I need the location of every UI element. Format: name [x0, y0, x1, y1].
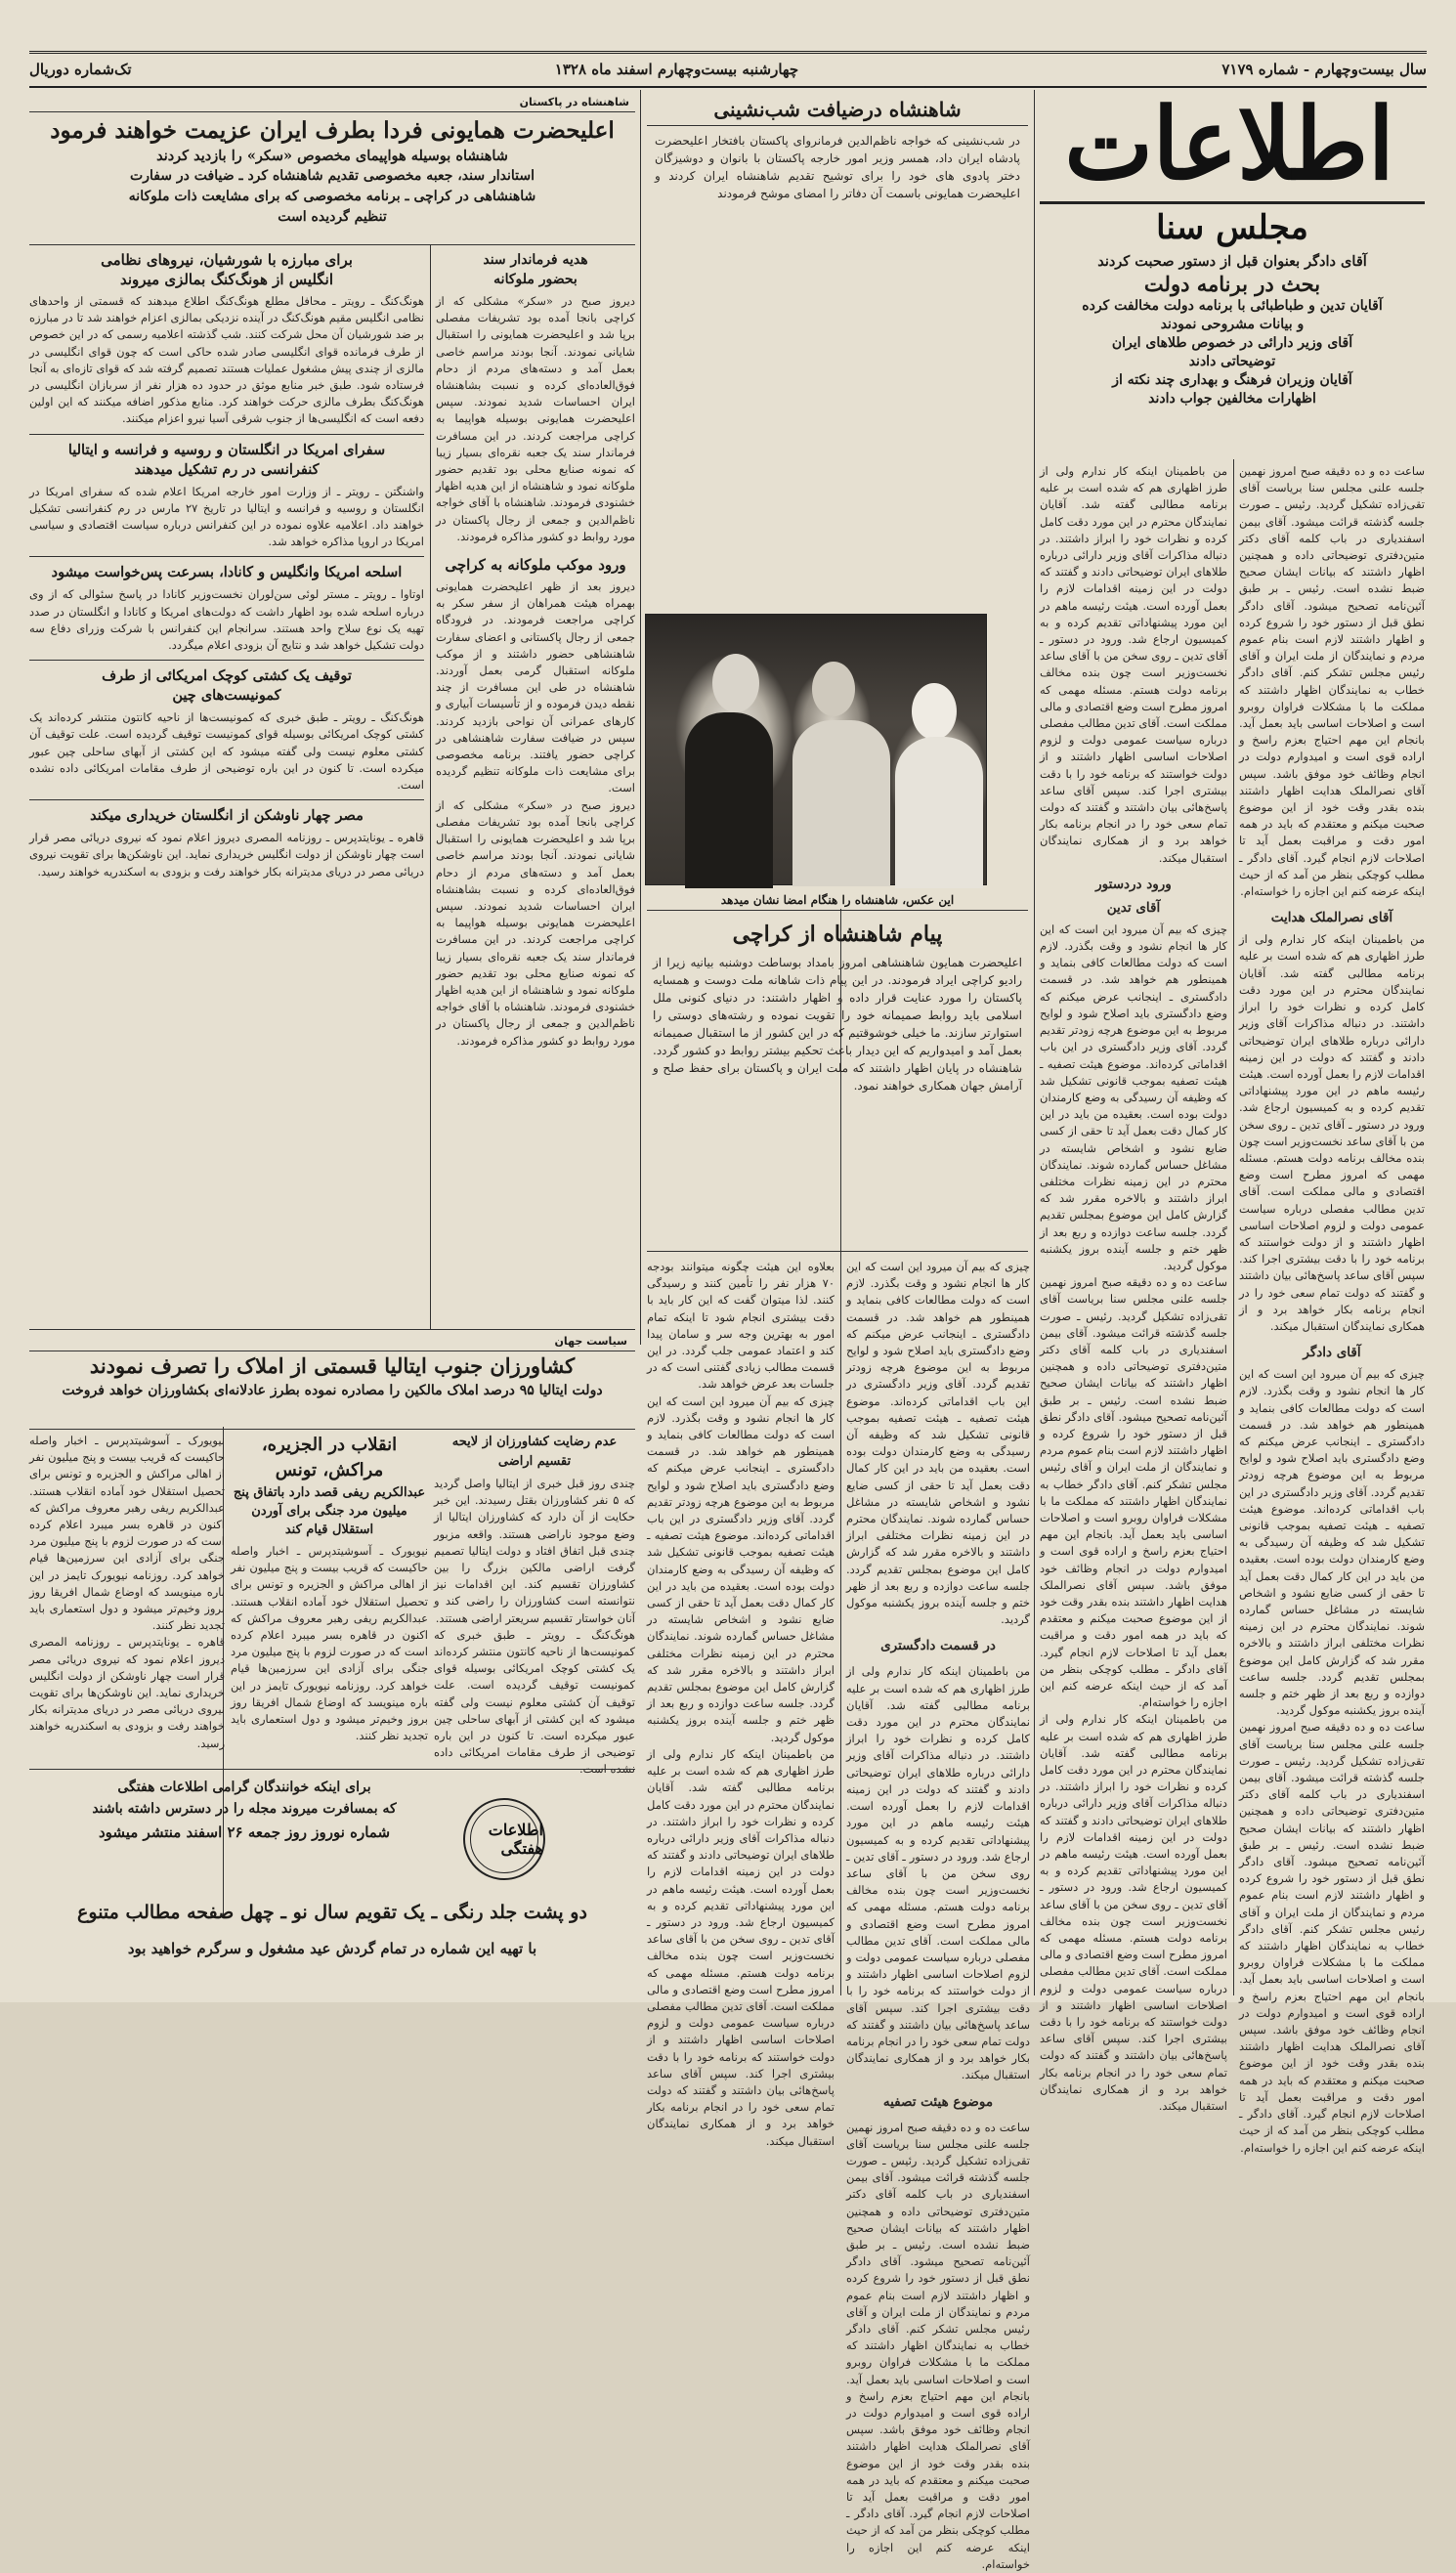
revolt-body: قاهره ـ یونایتدپرس ـ روزنامه المصری دیروز اعلام نمود که نیروی دریائی مصر قرار است چهار ناوشکن از دولت انگلیس خریداری نماید. این ناوشکن‌ها برای تقویت نیروی دریائی مصر در دریای مدیترانه بکار خواهند رفت و بزودی به اسکندریه خواهند رسید. [29, 1635, 225, 1750]
photo-figure [912, 683, 957, 740]
forces-title-1: برای مبارزه با شورشیان، نیروهای نظامی [101, 251, 353, 269]
senate-headline-2: بحث در برنامه دولت [1143, 272, 1321, 296]
arms-body: اوتاوا ـ رویتر ـ مستر لوئی سن‌لوران نخست‌وزیر کانادا در پاسخ سئوالی که از وی درباره اسلحه شده بود اظهار داشت که دولت‌های امریکا و کانادا و انگلستان در صدد تهیه یک نوع سلاح واحد هستند. سرانجام این کنفرانس با شرکت وزرای دفاع سه دولت تشکیل خواهد شد و نتایج آن بزودی اعلام میگردد. [29, 587, 424, 653]
banquet-title: شاهنشاه درضیافت شب‌نشینی [647, 94, 1028, 126]
revolt-column [29, 1433, 225, 1765]
karachi-message-title: پیام شاهنشاه از کراچی [732, 922, 943, 947]
arms-title: اسلحه امریکا وانگلیس و کانادا، بسرعت پس‌خواست میشود [51, 564, 403, 581]
column-rule [640, 90, 641, 1345]
issue-date: چهارشنبه بیست‌وچهارم اسفند ماه ۱۳۲۸ [554, 61, 799, 78]
photo-figure [712, 654, 759, 712]
column-rule [1233, 459, 1234, 1995]
departure-header [29, 94, 635, 240]
column-rule [1034, 90, 1035, 1995]
senate-rule [1040, 201, 1425, 204]
senate-headline-3: آقایان تدین و طباطبائی با برنامه دولت مخالفت کرده [1082, 298, 1383, 314]
court-column [846, 1259, 1030, 2571]
court-body-text: چیزی که بیم آن میرود این است که این کار ها انجام نشود و وقت بگذرد. لازم است که دولت مطالعات کافی بنماید و همینطور هم خواهد شد. در قسمت دادگستری ـ اینجانب عرض میکنم که وضع دادگستری باید اصلاح شود و لوایح مربوط به این موضوع هرچه زودتر تقدیم گردد. آقای وزیر دادگستری در این باب اقداماتی کرده‌اند. موضوع هیئت تصفیه ـ هیئت تصفیه بموجب قانونی تشکیل شد که وظیفه آن رسیدگی به وضع کارمندان دولت بوده است. بعقیده من باید در این کار کمال دقت بعمل آید تا حقی از کسی ضایع نشود و اشخاص شایسته در مشاغل حساس گمارده شوند. نمایندگان محترم در این زمینه نظرات مختلفی ابراز داشتند و بالاخره مقرر شد که گزارش کامل این موضوع بمجلس تقدیم گردد. جلسه ساعت دوازده و ربع بعد از ظهر ختم و جلسه آینده بروز یکشنبه موکول گردید. [846, 1260, 1030, 1627]
revolt-title: انقلاب در الجزیره، مراکش، تونس [261, 1435, 398, 1480]
karachi-message-body: اعلیحضرت همایون شاهنشاهی امروز بامداد بوساطت دوشنبه بیانیه زیرا از رادیو کراچی ایراد فرمودند. در این پیام ذات شاهانه ملت دوست و همسایه پاکستان را مورد عنایت قرار داده و اظهار داشتند: در دنیای کنونی ملل اسلامی باید روابط صمیمانه خود را تقویت نموده و رشته‌های دوستی را استوارتر سازند. ما خیلی خوشوقتیم که در این کشور از ما استقبال صمیمانه بعمل آمد و امیدواریم که این دیدار باعث تحکیم بیشتر روابط دو کشور گردد. شاهنشاه در پایان اظهار داشتند که ملت ایران و پاکستان برای حفظ صلح و آرامش جهان همکاری خواهند نمود. [653, 956, 1022, 1093]
section-rule [29, 1329, 635, 1330]
senate-body-text: ساعت ده و ده دقیقه صبح امروز نهمین جلسه علنی مجلس سنا بریاست آقای تقی‌زاده تشکیل گردید. رئیس ـ صورت جلسه گذشته قرائت میشود. آقای بیمن اسفندیاری در باب کلمه آقای دکتر متین‌دفتری توضیحاتی داده و همچنین اظهار داشتند که بیانات ایشان صحیح ضبط نشده است. رئیس ـ بر طبق آئین‌نامه تصحیح میشود. آقای دادگر نطق قبل از دستور خود را شروع کرده و اظهار داشتند لازم است بنام عموم مردم و نمایندگان از ملت ایران و آقای رئیس مجلس تشکر کنم. آقای دادگر خطاب به نمایندگان اظهار داشتند که مملکت ما با مشکلات فراوان روبرو است و اصلاحات اساسی باید بعمل آید. بانجام این مهم احتیاج بعزم راسخ و اراده قوی است و امیدوارم دولت در انجام وظائف خود موفق باشد. سپس آقای نصرالملک هدایت اظهار داشتند بنده بقدر وقت خود از این موضوع صحبت میکنم و معتقدم که باید در همه امور دقت و مراقبت بعمل آید تا اصلاحات لازم انجام گیرد. آقای دادگر ـ مطلب کوچکی بنظر من آمد که از حیث اینکه عرضه کنم این اجازه را خواسته‌ام. [1239, 1720, 1425, 2155]
italy-body: چندی روز قبل خبری از ایتالیا واصل گردید که ۵ نفر کشاورزان بقتل رسیدند. این خبر حکایت از آن دارد که کشاورزان ایتالیا از وضع موجود ناراضی هستند. واقعه مزبور چندی قبل اتفاق افتاد و دولت ایتالیا تصمیم گرفت اراضی مالکین بزرگ را بین کشاورزان تقسیم کند. این اقدامات نیز نتوانسته است کشاورزان را راضی کند و آنان خواستار تقسیم سریعتر اراضی هستند. [434, 1477, 635, 1625]
budget-column [647, 1259, 835, 2148]
court-body-text: ساعت ده و ده دقیقه صبح امروز نهمین جلسه علنی مجلس سنا بریاست آقای تقی‌زاده تشکیل گردید. رئیس ـ صورت جلسه گذشته قرائت میشود. آقای بیمن اسفندیاری در باب کلمه آقای دکتر متین‌دفتری توضیحاتی داده و همچنین اظهار داشتند که بیانات ایشان صحیح ضبط نشده است. رئیس ـ بر طبق آئین‌نامه تصحیح میشود. آقای دادگر نطق قبل از دستور خود را شروع کرده و اظهار داشتند لازم است بنام عموم مردم و نمایندگان از ملت ایران و آقای رئیس مجلس تشکر کنم. آقای دادگر خطاب به نمایندگان اظهار داشتند که مملکت ما با مشکلات فراوان روبرو است و اصلاحات اساسی باید بعمل آید. بانجام این مهم احتیاج بعزم راسخ و اراده قوی است و امیدوارم دولت در انجام وظائف خود موفق باشد. سپس آقای نصرالملک هدایت اظهار داشتند بنده بقدر وقت خود از این موضوع صحبت میکنم و معتقدم که باید در همه امور دقت و مراقبت بعمل آید تا اصلاحات لازم انجام گیرد. آقای دادگر ـ مطلب کوچکی بنظر من آمد که از حیث اینکه عرضه کنم این اجازه را خواسته‌ام. [846, 2120, 1030, 2571]
senate-header [1040, 201, 1425, 457]
section-rule [647, 1251, 1028, 1252]
notice-line-5: با تهیه این شماره در تمام گردش عید مشغول و سرگرم خواهید بود [127, 1940, 537, 1957]
senate-body-text: من باطمینان اینکه کار ندارم ولی از طرز اظهاری هم که شده است بر علیه برنامه مطالبی گفته شد. آقایان نمایندگان محترم در این مورد دقت کامل کرده و نظرات خود را ابراز داشتند. در دنباله مذاکرات آقای وزیر دارائی درباره طلاهای ایران توضیحاتی دادند و گفتند که دولت در این زمینه اقدامات لازم را بعمل آورده است. هیئت رئیسه ماهم در این مورد پیشنهاداتی تقدیم کرده و به کمیسیون ارجاع شد. ورود در دستور ـ آقای تدین ـ روی سخن من با آقای ساعد نخست‌وزیر است چون بنده مخالف برنامه دولت هستم. مسئله مهمی که امروز مطرح است وضع اقتصادی و مالی مملکت است. آقای تدین مطالب مفصلی درباره سیاست عمومی دولت و لزوم اصلاحات اساسی اظهار داشتند و از دولت خواستند که برنامه خود را با دقت بیشتری اجرا کند. سپس آقای ساعد پاسخ‌هائی بیان داشتند و گفتند که دولت تمام سعی خود را در انجام برنامه بکار خواهد برد و از همکاری نمایندگان استقبال میکند. [1040, 1712, 1227, 2114]
section-rule [29, 556, 424, 557]
section-rule [29, 660, 424, 661]
notice-line-2: که بمسافرت میروند مجله را در دسترس داشته باشند [92, 1801, 397, 1817]
masthead-top-rule [29, 51, 1427, 54]
subhead-budget: موضوع هیئت تصفیه [882, 2093, 994, 2110]
column-rule [430, 244, 431, 1329]
revolt-body: نیویورک ـ آسوشیتدپرس ـ اخبار واصله حاکیست که قریب بیست و پنج میلیون نفر از اهالی مراکش و الجزیره و تونس برای تحصیل استقلال خود آماده انقلاب هستند. عبدالکریم ریفی رهبر معروف مراکش که اکنون در قاهره بسر میبرد اعلام کرده است که در صورت لزوم با پنج میلیون مرد جنگی برای آزادی این سرزمین‌ها قیام خواهد کرد. روزنامه نیویورک تایمز در این باره مینویسد که اوضاع شمال افریقا روز بروز وخیم‌تر میشود و دول استعماری باید تجدید نظر کنند. [231, 1544, 428, 1743]
senate-body-col2 [1040, 463, 1227, 2114]
budget-body-text: من باطمینان اینکه کار ندارم ولی از طرز اظهاری هم که شده است بر علیه برنامه مطالبی گفته شد. آقایان نمایندگان محترم در این مورد دقت کامل کرده و نظرات خود را ابراز داشتند. در دنباله مذاکرات آقای وزیر دارائی درباره طلاهای ایران توضیحاتی دادند و گفتند که دولت در این زمینه اقدامات لازم را بعمل آورده است. هیئت رئیسه ماهم در این مورد پیشنهاداتی تقدیم کرده و به کمیسیون ارجاع شد. ورود در دستور ـ آقای تدین ـ روی سخن من با آقای ساعد نخست‌وزیر است چون بنده مخالف برنامه دولت هستم. مسئله مهمی که امروز مطرح است وضع اقتصادی و مالی مملکت است. آقای تدین مطالب مفصلی درباره سیاست عمومی دولت و لزوم اصلاحات اساسی اظهار داشتند و از دولت خواستند که برنامه خود را با دقت بیشتری اجرا کند. سپس آقای ساعد پاسخ‌هائی بیان داشتند و گفتند که دولت تمام سعی خود را در انجام برنامه بکار خواهد برد و از همکاری نمایندگان استقبال میکند. [647, 1746, 835, 2148]
banquet-article [647, 94, 1028, 612]
signing-photo [645, 614, 987, 885]
gift-body: دیروز صبح در «سکر» مشکلی که از کراچی بانجا آمده بود تشریفات مفصلی برپا شد و اعلیحضرت همایونی را استقبال شایانی نمودند. آنجا بودند مراسم خاصی بعمل آمد و دسته‌های مردم از دحام فوق‌العاده‌ای کرده و نسبت بشاهنشاه ایران احساسات شدید نمودند. سپس اعلیحضرت همایونی بوسیله هواپیما به کراچی مراجعت کردند. در این مسافرت فرماندار سند یک جعبه نقره‌ای بسیار زیبا که نمونه صنایع محلی بود تقدیم حضور ملوکانه نمود و شاهنشاه از این هدیه اظهار خشنودی فرمودند. شاهنشاه با آقای خواجه ناظم‌الدین و جمعی از رجال پاکستان در مورد روابط دو کشور مذاکره فرمودند. [436, 294, 635, 543]
budget-body-text: بعلاوه این هیئت چگونه میتوانند بودجه ۷۰ هزار نفر را تأمین کنند و رسیدگی کنند. لذا میتوان گفت که این کار باید با دقت بیشتری انجام شود تا اینکه تمام امور به بهترین وجه سر و سامان پیدا کند و اعتماد عمومی جلب گردد. در این قسمت مطالب زیادی گفتنی است که در جلسات بعد عرض خواهد شد. [647, 1260, 835, 1392]
arrival-body: دیروز صبح در «سکر» مشکلی که از کراچی بانجا آمده بود تشریفات مفصلی برپا شد و اعلیحضرت همایونی را استقبال شایانی نمودند. آنجا بودند مراسم خاصی بعمل آمد و دسته‌های مردم از دحام فوق‌العاده‌ای کرده و نسبت بشاهنشاه ایران احساسات شدید نمودند. سپس اعلیحضرت همایونی بوسیله هواپیما به کراچی مراجعت کردند. در این مسافرت فرماندار سند یک جعبه نقره‌ای بسیار زیبا که نمونه صنایع محلی بود تقدیم حضور ملوکانه نمود و شاهنشاه از این هدیه اظهار خشنودی فرمودند. شاهنشاه با آقای خواجه ناظم‌الدین و جمعی از رجال پاکستان در مورد روابط دو کشور مذاکره فرمودند. [436, 797, 635, 1048]
banquet-lead: در شب‌نشینی که خواجه ناظم‌الدین فرمانروای پاکستان بافتخار اعلیحضرت پادشاه ایران داد، همسر وزیر امور خارجه پاکستان با بانوان و دوشیزگان دختر پادوی های خود را برای توشیح تقدیم شاهنشاه ایران کردند و اعلیحضرت همایونی باسمت آن دفاتر را امضای موشح فرمودند [655, 134, 1020, 200]
gift-article [436, 250, 635, 1325]
budget-body-text: چیزی که بیم آن میرود این است که این کار ها انجام نشود و وقت بگذرد. لازم است که دولت مطالعات کافی بنماید و همینطور هم خواهد شد. در قسمت دادگستری ـ اینجانب عرض میکنم که وضع دادگستری باید اصلاح شود و لوایح مربوط به این موضوع هرچه زودتر تقدیم گردد. آقای وزیر دادگستری در این باب اقداماتی کرده‌اند. موضوع هیئت تصفیه ـ هیئت تصفیه بموجب قانونی تشکیل شد که وظیفه آن رسیدگی به وضع کارمندان دولت بوده است. بعقیده من باید در این کار کمال دقت بعمل آید تا حقی از کسی ضایع نشود و اشخاص شایسته در مشاغل حساس گمارده شوند. نمایندگان محترم در این زمینه نظرات مختلفی ابراز داشتند و بالاخره مقرر شد که گزارش کامل این موضوع بمجلس تقدیم گردد. جلسه ساعت دوازده و ربع بعد از ظهر ختم و جلسه آینده بروز یکشنبه موکول گردید. [647, 1394, 835, 1744]
masthead [29, 55, 1427, 84]
subhead-tadayon: آقای تدین [1106, 899, 1161, 916]
italy-subtitle: دولت ایتالیا ۹۵ درصد املاک مالکین را مصادره نموده بطرز عادلانه‌ای بکشاورزان خواهد فروخت [62, 1383, 603, 1398]
departure-subtitle-2: استاندار سند، جعبه مخصوصی تقدیم شاهنشاه کرد ـ ضیافت در سفارت [130, 168, 535, 184]
photo-figure [812, 662, 855, 716]
senate-body-text: من باطمینان اینکه کار ندارم ولی از طرز اظهاری هم که شده است بر علیه برنامه مطالبی گفته شد. آقایان نمایندگان محترم در این مورد دقت کامل کرده و نظرات خود را ابراز داشتند. در دنباله مذاکرات آقای وزیر دارائی درباره طلاهای ایران توضیحاتی دادند و گفتند که دولت در این زمینه اقدامات لازم را بعمل آورده است. هیئت رئیسه ماهم در این مورد پیشنهاداتی تقدیم کرده و به کمیسیون ارجاع شد. ورود در دستور ـ آقای تدین ـ روی سخن من با آقای ساعد نخست‌وزیر است چون بنده مخالف برنامه دولت هستم. مسئله مهمی که امروز مطرح است وضع اقتصادی و مالی مملکت است. آقای تدین مطالب مفصلی درباره سیاست عمومی دولت و لزوم اصلاحات اساسی اظهار داشتند و از دولت خواستند که برنامه خود را با دقت بیشتری اجرا کند. سپس آقای ساعد پاسخ‌هائی بیان داشتند و گفتند که دولت تمام سعی خود را در انجام برنامه بکار خواهد برد و از همکاری نمایندگان استقبال میکند. [1040, 464, 1227, 865]
notice-line-3: شماره نوروز روز جمعه ۲۶ اسفند منتشر میشود [98, 1823, 391, 1841]
section-rule [29, 799, 424, 800]
ambassadors-body: واشنگتن ـ رویتر ـ از وزارت امور خارجه امریکا اعلام شده که سفرای امریکا در انگلستان و روسیه و فرانسه و ایتالیا در تاریخ ۲۷ مارس در رم کنفرانسی تشکیل خواهند داد. اعلامیه علاوه نموده در این کنفرانس درباره سیاست اقتصادی و سیاسی امریکا در اروپا مذاکره خواهد شد. [29, 484, 425, 549]
departure-subtitle-1: شاهنشاه بوسیله هواپیمای مخصوص «سکر» را بازدید کردند [156, 148, 508, 164]
subhead-court: در قسمت دادگستری [880, 1638, 996, 1654]
departure-subtitle-4: تنظیم گردیده است [278, 209, 387, 225]
senate-headline-7: آقایان وزیران فرهنگ و بهداری چند نکته از [1112, 372, 1352, 388]
newspaper-logo: اطلاعات [1064, 86, 1394, 202]
ambassadors-title-2: کنفرانسی در رم تشکیل میدهند [134, 460, 320, 478]
senate-headline-1: آقای دادگر بعنوان قبل از دستور صحبت کردند [1097, 253, 1367, 270]
egypt-title: مصر چهار ناوشکن از انگلستان خریداری میکند [90, 807, 364, 825]
subhead-nasr: آقای نصرالملک هدایت [1270, 910, 1393, 926]
revolt-article-title [231, 1433, 428, 1765]
karachi-message-article [647, 915, 1028, 1257]
ship-title-2: کمونیست‌های چین [172, 687, 281, 705]
issue-number: سال بیست‌وچهارم - شماره ۷۱۷۹ [1221, 61, 1427, 78]
ambassadors-title-1: سفرای امریکا در انگلستان و روسیه و فرانسه و ایتالیا [67, 441, 386, 458]
italy-title: کشاورزان جنوب ایتالیا قسمتی از املاک را تصرف نمودند [89, 1353, 576, 1378]
photo-figure [685, 712, 773, 888]
senate-body-text: ساعت ده و ده دقیقه صبح امروز نهمین جلسه علنی مجلس سنا بریاست آقای تقی‌زاده تشکیل گردید. رئیس ـ صورت جلسه گذشته قرائت میشود. آقای بیمن اسفندیاری در باب کلمه آقای دکتر متین‌دفتری توضیحاتی داده و همچنین اظهار داشتند که بیانات ایشان صحیح ضبط نشده است. رئیس ـ بر طبق آئین‌نامه تصحیح میشود. آقای دادگر نطق قبل از دستور خود را شروع کرده و اظهار داشتند لازم است بنام عموم مردم و نمایندگان از ملت ایران و آقای رئیس مجلس تشکر کنم. آقای دادگر خطاب به نمایندگان اظهار داشتند که مملکت ما با مشکلات فراوان روبرو است و اصلاحات اساسی باید بعمل آید. بانجام این مهم احتیاج بعزم راسخ و اراده قوی است و امیدوارم دولت در انجام وظائف خود موفق باشد. سپس آقای نصرالملک هدایت اظهار داشتند بنده بقدر وقت خود از این موضوع صحبت میکنم و معتقدم که باید در همه امور دقت و مراقبت بعمل آید تا اصلاحات لازم انجام گیرد. آقای دادگر ـ مطلب کوچکی بنظر من آمد که از حیث اینکه عرضه کنم این اجازه را خواسته‌ام. [1239, 464, 1425, 899]
section-rule [29, 244, 635, 245]
photo-caption: این عکس، شاهنشاه را هنگام امضا نشان میدهد [647, 889, 1028, 911]
weekly-seal-logo: اطلاعات هفتگی [463, 1798, 545, 1880]
egypt-body: قاهره ـ یونایتدپرس ـ روزنامه المصری دیروز اعلام نمود که نیروی دریائی مصر قرار است چهار ناوشکن از دولت انگلیس خریداری نماید. این ناوشکن‌ها برای تقویت نیروی دریائی مصر در دریای مدیترانه بکار خواهند رفت و بزودی به اسکندریه خواهند رسید. [29, 831, 424, 879]
senate-body-text: ساعت ده و ده دقیقه صبح امروز نهمین جلسه علنی مجلس سنا بریاست آقای تقی‌زاده تشکیل گردید. رئیس ـ صورت جلسه گذشته قرائت میشود. آقای بیمن اسفندیاری در باب کلمه آقای دکتر متین‌دفتری توضیحاتی داده و همچنین اظهار داشتند که بیانات ایشان صحیح ضبط نشده است. رئیس ـ بر طبق آئین‌نامه تصحیح میشود. آقای دادگر نطق قبل از دستور خود را شروع کرده و اظهار داشتند لازم است بنام عموم مردم و نمایندگان از ملت ایران و آقای رئیس مجلس تشکر کنم. آقای دادگر خطاب به نمایندگان اظهار داشتند که مملکت ما با مشکلات فراوان روبرو است و اصلاحات اساسی باید بعمل آید. بانجام این مهم احتیاج بعزم راسخ و اراده قوی است و امیدوارم دولت در انجام وظائف خود موفق باشد. سپس آقای نصرالملک هدایت اظهار داشتند بنده بقدر وقت خود از این موضوع صحبت میکنم و معتقدم که باید در همه امور دقت و مراقبت بعمل آید تا اصلاحات لازم انجام گیرد. آقای دادگر ـ مطلب کوچکی بنظر من آمد که از حیث اینکه عرضه کنم این اجازه را خواسته‌ام. [1040, 1275, 1227, 1710]
subhead-entry: ورود دردستور [1095, 876, 1172, 892]
senate-headline-4: و بیانات مشروحی نمودند [1160, 317, 1305, 332]
senate-headline-8: اظهارات مخالفین جواب دادند [1148, 391, 1316, 407]
senate-title: مجلس سنا [1156, 208, 1308, 247]
foreign-news-column [29, 250, 424, 1325]
italy-tagline: عدم رضایت کشاورزان از لایحه تقسیم اراضی [451, 1435, 618, 1469]
photo-figure [895, 737, 983, 888]
ship-body: هونگ‌کنگ ـ رویتر ـ طبق خبری که کمونیست‌ها از ناحیه کانتون منتشر کرده‌اند یک کشتی کوچک امریکائی بوسیله قوای کمونیست توقیف گردیده است. علت توقیف آن کشتی معلوم نیست ولی گفته میشود که این کشتی از آبهای ساحلی چین عبور میکرده است. تا کنون در این باره توضیحی از طرف مقامات امریکائی داده نشده است. [29, 710, 424, 793]
departure-subtitle-3: شاهنشاهی در کراچی ـ برنامه مخصوصی که برای مشایعت ذات ملوکانه [128, 189, 536, 204]
departure-kicker: شاهنشاه در پاکستان [29, 94, 635, 112]
gift-title-1: هدیه فرماندار سند [483, 252, 588, 268]
senate-body-text: چیزی که بیم آن میرود این است که این کار ها انجام نشود و وقت بگذرد. لازم است که دولت مطالعات کافی بنماید و همینطور هم خواهد شد. در قسمت دادگستری ـ اینجانب عرض میکنم که وضع دادگستری باید اصلاح شود و لوایح مربوط به این موضوع هرچه زودتر تقدیم گردد. آقای وزیر دادگستری در این باب اقداماتی کرده‌اند. موضوع هیئت تصفیه ـ هیئت تصفیه بموجب قانونی تشکیل شد که وظیفه آن رسیدگی به وضع کارمندان دولت بوده است. بعقیده من باید در این کار کمال دقت بعمل آید تا حقی از کسی ضایع نشود و اشخاص شایسته در مشاغل حساس گمارده شوند. نمایندگان محترم در این زمینه نظرات مختلفی ابراز داشتند و بالاخره مقرر شد که گزارش کامل این موضوع بمجلس تقدیم گردد. جلسه ساعت دوازده و ربع بعد از ظهر ختم و جلسه آینده بروز یکشنبه موکول گردید. [1040, 922, 1227, 1272]
gift-title-2: بحضور ملوکانه [493, 272, 578, 287]
notice-line-1: برای اینکه خوانندگان گرامی اطلاعات هفتگی [117, 1780, 371, 1795]
notice-line-4: دو پشت جلد رنگی ـ یک تقویم سال نو ـ چهل صفحه مطالب متنوع [77, 1902, 587, 1923]
senate-headline-6: توضیحاتی دادند [1188, 354, 1276, 369]
section-rule [29, 1429, 635, 1430]
italy-body: هونگ‌کنگ ـ رویتر ـ طبق خبری که کمونیست‌ها از ناحیه کانتون منتشر کرده‌اند یک کشتی کوچک امریکائی بوسیله قوای کمونیست توقیف گردیده است. علت توقیف آن کشتی معلوم نیست ولی گفته میشود که این کشتی از آبهای ساحلی چین عبور میکرده است. تا کنون در این باره توضیحی از طرف مقامات امریکائی داده نشده است. [434, 1627, 635, 1777]
forces-body: هونگ‌کنگ ـ رویتر ـ محافل مطلع هونگ‌کنگ اطلاع میدهند که قسمتی از واحدهای نظامی انگلیس مقیم هونگ‌کنگ در آینده نزدیکی بمالزی اعزام خواهند شد تا در مبارزه بر ضد شورشیان آن محل شرکت کنند. شب گذشته اعلامیه رسمی که در این خصوص از طرف فرمانده قوای انگلیسی صادر شده حاکی است که چون قوای انگلیسی در مالزی از چندی پیش مشغول عملیات هستند تصمیم گرفته شد که قوای تازه‌ای به آنجا فرستاده شود. طبق خبر منابع موثق در حدود ده هزار نفر از سربازان انگلیسی در هونگ‌کنگ بطرف مالزی حرکت خواهند کرد. منابع مذکور اضافه میکنند که این اولین دفعه است که انگلیسی‌ها از جنوب شرقی آسیا نیرو اعزام میکنند. [29, 294, 424, 426]
subhead-dadgar: آقای دادگر [1303, 1345, 1361, 1361]
section-rule [29, 1769, 635, 1770]
revolt-body: نیویورک ـ آسوشیتدپرس ـ اخبار واصله حاکیست که قریب بیست و پنج میلیون نفر از اهالی مراکش و الجزیره و تونس برای تحصیل استقلال خود آماده انقلاب هستند. عبدالکریم ریفی رهبر معروف مراکش که اکنون در قاهره بسر میبرد اعلام کرده است که در صورت لزوم با پنج میلیون مرد جنگی برای آزادی این سرزمین‌ها قیام خواهد کرد. روزنامه نیویورک تایمز در این باره مینویسد که اوضاع شمال افریقا روز بروز وخیم‌تر میشود و دول استعماری باید تجدید نظر کنند. [28, 1434, 225, 1633]
court-body-text: من باطمینان اینکه کار ندارم ولی از طرز اظهاری هم که شده است بر علیه برنامه مطالبی گفته شد. آقایان نمایندگان محترم در این مورد دقت کامل کرده و نظرات خود را ابراز داشتند. در دنباله مذاکرات آقای وزیر دارائی درباره طلاهای ایران توضیحاتی دادند و گفتند که دولت در این زمینه اقدامات لازم را بعمل آورده است. هیئت رئیسه ماهم در این مورد پیشنهاداتی تقدیم کرده و به کمیسیون ارجاع شد. ورود در دستور ـ آقای تدین ـ روی سخن من با آقای ساعد نخست‌وزیر است چون بنده مخالف برنامه دولت هستم. مسئله مهمی که امروز مطرح است وضع اقتصادی و مالی مملکت است. آقای تدین مطالب مفصلی درباره سیاست عمومی دولت و لزوم اصلاحات اساسی اظهار داشتند و از دولت خواستند که برنامه خود را با دقت بیشتری اجرا کند. سپس آقای ساعد پاسخ‌هائی بیان داشتند و گفتند که دولت تمام سعی خود را در انجام برنامه بکار خواهد برد و از همکاری نمایندگان استقبال میکند. [846, 1664, 1030, 2082]
world-politics-kicker: سیاست جهان [29, 1333, 635, 1351]
photo-figure [792, 720, 890, 886]
senate-body-text: چیزی که بیم آن میرود این است که این کار ها انجام نشود و وقت بگذرد. لازم است که دولت مطالعات کافی بنماید و همینطور هم خواهد شد. در قسمت دادگستری ـ اینجانب عرض میکنم که وضع دادگستری باید اصلاح شود و لوایح مربوط به این موضوع هرچه زودتر تقدیم گردد. آقای وزیر دادگستری در این باب اقداماتی کرده‌اند. موضوع هیئت تصفیه ـ هیئت تصفیه بموجب قانونی تشکیل شد که وظیفه آن رسیدگی به وضع کارمندان دولت بوده است. بعقیده من باید در این کار کمال دقت بعمل آید تا حقی از کسی ضایع نشود و اشخاص شایسته در مشاغل حساس گمارده شوند. نمایندگان محترم در این زمینه نظرات مختلفی ابراز داشتند و بالاخره مقرر شد که گزارش کامل این موضوع بمجلس تقدیم گردد. جلسه ساعت دوازده و ربع بعد از ظهر ختم و جلسه آینده بروز یکشنبه موکول گردید. [1239, 1367, 1425, 1718]
senate-headline-5: آقای وزیر دارائی در خصوص طلاهای ایران [1111, 335, 1353, 351]
arrival-title: ورود موکب ملوکانه به کراچی [445, 556, 626, 575]
italy-article [434, 1433, 635, 1853]
forces-title-2: انگلیس از هونگ‌کنگ بمالزی میروند [119, 271, 334, 288]
issue-price: تک‌شماره دوریال [29, 61, 132, 78]
senate-body-text: من باطمینان اینکه کار ندارم ولی از طرز اظهاری هم که شده است بر علیه برنامه مطالبی گفته شد. آقایان نمایندگان محترم در این مورد دقت کامل کرده و نظرات خود را ابراز داشتند. در دنباله مذاکرات آقای وزیر دارائی درباره طلاهای ایران توضیحاتی دادند و گفتند که دولت در این زمینه اقدامات لازم را بعمل آورده است. هیئت رئیسه ماهم در این مورد پیشنهاداتی تقدیم کرده و به کمیسیون ارجاع شد. ورود در دستور ـ آقای تدین ـ روی سخن من با آقای ساعد نخست‌وزیر است چون بنده مخالف برنامه دولت هستم. مسئله مهمی که امروز مطرح است وضع اقتصادی و مالی مملکت است. آقای تدین مطالب مفصلی درباره سیاست عمومی دولت و لزوم اصلاحات اساسی اظهار داشتند و از دولت خواستند که برنامه خود را با دقت بیشتری اجرا کند. سپس آقای ساعد پاسخ‌هائی بیان داشتند و گفتند که دولت تمام سعی خود را در انجام برنامه بکار خواهد برد و از همکاری نمایندگان استقبال میکند. [1239, 932, 1425, 1333]
ship-title-1: توقیف یک کشتی کوچک امریکائی از طرف [102, 667, 352, 685]
senate-body-col1 [1239, 463, 1425, 2155]
revolt-subtitle: عبدالکریم ریفی قصد دارد باتفاق پنج میلیون مرد جنگی برای آوردن استقلال قیام کند [233, 1485, 426, 1537]
section-rule [29, 434, 424, 435]
arrival-body: دیروز بعد از ظهر اعلیحضرت همایونی بهمراه هیئت همراهان از سفر سکر به کراچی مراجعت فرمودند. در فرودگاه جمعی از رجال پاکستانی و اعضای سفارت شاهنشاهی حضور داشتند و از موکب ملوکانه استقبال گرمی بعمل آوردند. شاهنشاه در طی این مسافرت از چند نقطه دیدن فرموده و از تأسیسات آبیاری و کارهای عمرانی آن نواحی بازدید کردند. سپس در ضیافت سفارت شاهنشاهی در کراچی حضور یافتند. برنامه مخصوصی برای مشایعت ذات ملوکانه تنظیم گردیده است. [436, 579, 635, 795]
italy-header [29, 1333, 635, 1427]
departure-title: اعلیحضرت همایونی فردا بطرف ایران عزیمت خواهند فرمود [50, 117, 615, 144]
